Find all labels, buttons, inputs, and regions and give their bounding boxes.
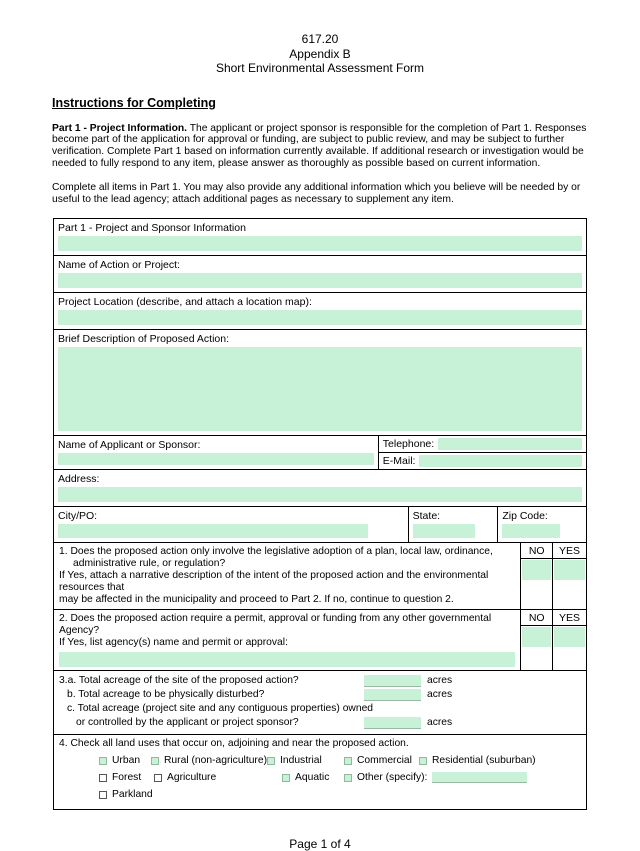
header-appendix: Appendix B — [289, 46, 351, 61]
instructions-section — [52, 96, 588, 206]
q1-yes-label: YES — [553, 543, 586, 559]
landuse-item-agriculture — [154, 772, 282, 783]
q1-line3: If Yes, attach a narrative description of the intent of the proposed action and the environmental resources that — [59, 570, 489, 594]
state-cell — [408, 507, 498, 542]
q1-yes-column — [552, 543, 586, 609]
state-field[interactable] — [413, 524, 475, 538]
brief-description-field[interactable] — [58, 347, 582, 431]
city-label: City/PO: — [58, 510, 98, 523]
row-part1-header — [54, 219, 586, 256]
landuse-checkbox-commercial[interactable] — [344, 757, 352, 765]
row-name-of-action — [54, 256, 586, 293]
landuse-checkbox-agriculture[interactable] — [154, 774, 162, 782]
landuse-label-urban: Urban — [112, 755, 141, 767]
email-field[interactable] — [419, 455, 582, 467]
row-city-state-zip — [54, 507, 586, 543]
q1-no-checkbox[interactable] — [522, 560, 551, 580]
question-1-text — [54, 543, 520, 609]
landuse-checkbox-parkland[interactable] — [99, 791, 107, 799]
applicant-label: Name of Applicant or Sponsor: — [58, 439, 201, 452]
address-label: Address: — [58, 473, 100, 486]
city-field[interactable] — [58, 524, 368, 538]
q3a-label: 3.a. Total acreage of the site of the proposed action? — [59, 675, 299, 687]
landuse-item-residential — [419, 755, 536, 766]
q4-label: 4. Check all land uses that occur on, adjoining and near the proposed action. — [59, 738, 409, 750]
q2-no-checkbox[interactable] — [522, 627, 551, 647]
zip-field[interactable] — [502, 524, 560, 538]
q1-line1: 1. Does the proposed action only involve the legislative adoption of a plan, local law, ordinance, — [59, 546, 493, 558]
q3b-acres-unit: acres — [427, 689, 453, 701]
q3b-label: b. Total acreage to be physically disturbed? — [67, 689, 265, 701]
q2-line1: 2. Does the proposed action require a permit, approval or funding from any other governmental Agency? — [59, 613, 492, 637]
q3b-acreage-field[interactable] — [364, 689, 421, 701]
applicant-cell — [54, 436, 378, 469]
project-location-field[interactable] — [58, 310, 582, 325]
q2-yes-label: YES — [553, 610, 586, 626]
document-header — [0, 0, 640, 76]
landuse-item-parkland — [99, 789, 153, 800]
landuse-label-parkland: Parkland — [112, 789, 153, 801]
landuse-label-commercial: Commercial — [357, 755, 412, 767]
landuse-checkbox-aquatic[interactable] — [282, 774, 290, 782]
landuse-item-aquatic — [282, 772, 344, 783]
para1-body: The applicant or project sponsor is responsible for the completion of Part 1. Responses become part of the application for approval or funding, are subject to public review, and may be subject to further verification. Complete Part 1 based on information currently available. If additional research or investigation would be needed to fully respond to any item, please answer as thoroughly as possible based on current information. — [52, 122, 587, 169]
row-address — [54, 470, 586, 507]
row-question-3 — [54, 671, 586, 735]
landuse-checkbox-residential[interactable] — [419, 757, 427, 765]
q1-no-column — [520, 543, 552, 609]
q3a-acreage-field[interactable] — [364, 675, 421, 687]
q3c-line2 — [59, 716, 581, 729]
header-code: 617.20 — [301, 32, 339, 46]
project-location-label: Project Location (describe, and attach a location map): — [58, 296, 312, 309]
applicant-name-field[interactable] — [58, 453, 374, 465]
email-label: E-Mail: — [382, 455, 416, 468]
row-question-4 — [54, 735, 586, 809]
landuse-checkbox-rural[interactable] — [151, 757, 159, 765]
landuse-row-1 — [59, 753, 581, 768]
name-of-action-field[interactable] — [58, 273, 582, 288]
part1-info-field[interactable] — [58, 236, 582, 251]
address-field[interactable] — [58, 487, 582, 502]
zip-cell — [497, 507, 586, 542]
q1-yes-checkbox[interactable] — [554, 560, 585, 580]
q2-no-label: NO — [521, 610, 552, 626]
row-project-location — [54, 293, 586, 330]
telephone-row — [379, 436, 586, 452]
instructions-paragraph-1 — [52, 123, 588, 169]
landuse-label-agriculture: Agriculture — [167, 772, 217, 784]
q3b-line — [59, 688, 581, 701]
row-applicant-contact — [54, 436, 586, 470]
q3a-line — [59, 674, 581, 687]
q3c-acres-unit: acres — [427, 717, 453, 729]
q2-agency-field[interactable] — [59, 652, 515, 667]
part1-header-label: Part 1 - Project and Sponsor Information — [58, 222, 246, 235]
landuse-label-residential: Residential (suburban) — [432, 755, 536, 767]
email-row — [379, 452, 586, 469]
landuse-label-rural: Rural (non-agriculture) — [164, 755, 268, 767]
q2-no-column — [520, 610, 552, 670]
row-question-2 — [54, 610, 586, 671]
question-2-text — [54, 610, 520, 670]
q2-yes-column — [552, 610, 586, 670]
landuse-checkbox-urban[interactable] — [99, 757, 107, 765]
zip-label: Zip Code: — [502, 510, 548, 523]
landuse-checkbox-other[interactable] — [344, 774, 352, 782]
instructions-heading: Instructions for Completing — [52, 95, 216, 110]
landuse-row-3 — [59, 787, 581, 802]
telephone-label: Telephone: — [382, 438, 435, 451]
landuse-item-other — [344, 772, 527, 783]
landuse-item-rural — [151, 755, 267, 766]
landuse-label-other: Other (specify): — [357, 772, 428, 784]
q1-line2: administrative rule, or regulation? — [73, 558, 226, 570]
q1-no-label: NO — [521, 543, 552, 559]
para1-lead: Part 1 - Project Information. — [52, 122, 188, 134]
landuse-row-2 — [59, 770, 581, 785]
q3c-label-2: or controlled by the applicant or project sponsor? — [76, 717, 299, 729]
part1-form-table — [53, 218, 587, 810]
header-form-title: Short Environmental Assessment Form — [215, 61, 425, 76]
landuse-item-industrial — [267, 755, 344, 766]
landuse-checkbox-industrial[interactable] — [267, 757, 275, 765]
page-number: Page 1 of 4 — [289, 837, 351, 851]
q3c-label-1: c. Total acreage (project site and any contiguous properties) owned — [67, 703, 374, 715]
name-of-action-label: Name of Action or Project: — [58, 259, 180, 272]
landuse-label-industrial: Industrial — [280, 755, 322, 767]
telephone-field[interactable] — [438, 438, 582, 450]
q3c-line1 — [59, 702, 581, 715]
contact-cell — [378, 436, 586, 469]
q1-line4: may be affected in the municipality and proceed to Part 2. If no, continue to question 2. — [59, 594, 454, 606]
q3a-acres-unit: acres — [427, 675, 453, 687]
landuse-checkbox-forest[interactable] — [99, 774, 107, 782]
q2-line2: If Yes, list agency(s) name and permit or approval: — [59, 637, 288, 649]
state-label: State: — [412, 510, 441, 523]
row-brief-description — [54, 330, 586, 436]
brief-description-label: Brief Description of Proposed Action: — [58, 333, 230, 346]
landuse-item-forest — [99, 772, 154, 783]
city-cell — [54, 507, 408, 542]
landuse-label-forest: Forest — [112, 772, 142, 784]
landuse-label-aquatic: Aquatic — [295, 772, 330, 784]
row-question-1 — [54, 543, 586, 610]
landuse-item-commercial — [344, 755, 419, 766]
other-specify-field[interactable] — [432, 772, 527, 783]
q3c-acreage-field[interactable] — [364, 717, 421, 729]
instructions-paragraph-2: Complete all items in Part 1. You may also provide any additional information which you believe will be needed by or useful to the lead agency; attach additional pages as necessary to supplement any item. — [52, 182, 581, 205]
q2-yes-checkbox[interactable] — [554, 627, 585, 647]
landuse-item-urban — [99, 755, 151, 766]
